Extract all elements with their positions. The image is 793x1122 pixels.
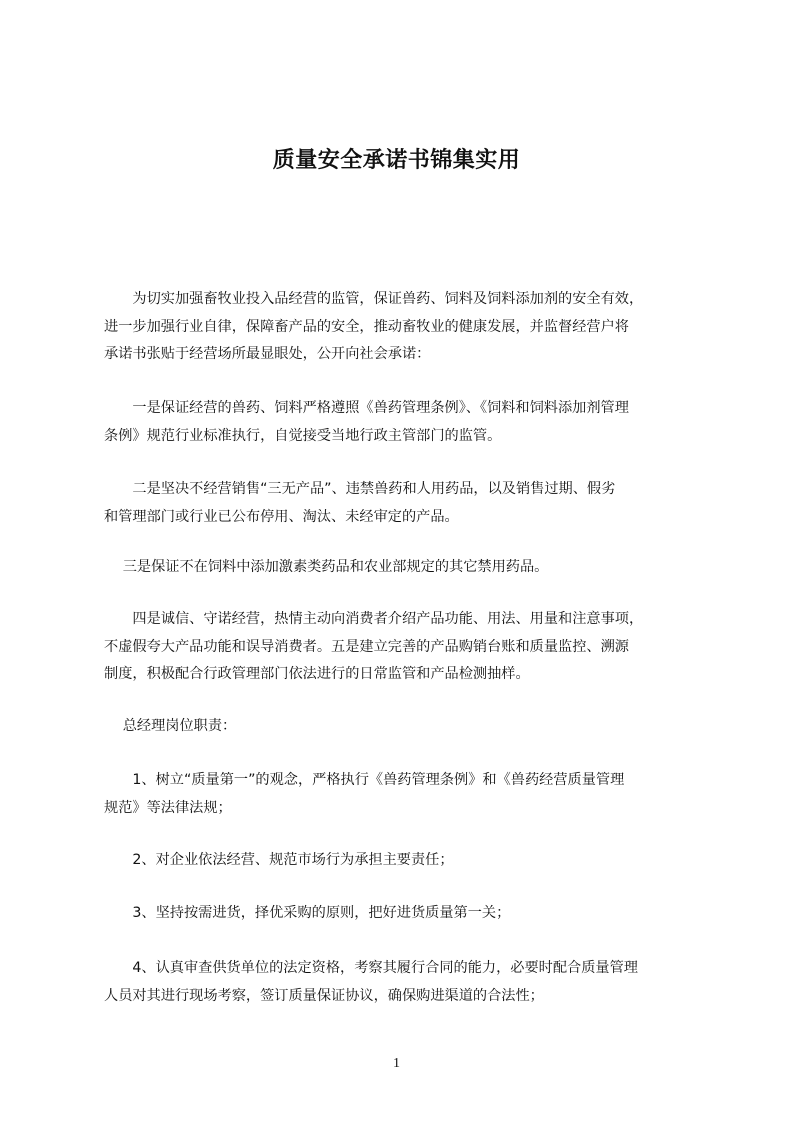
text-line: 人员对其进行现场考察，签订质量保证协议，确保购进渠道的合法性； bbox=[104, 987, 544, 1004]
text-line: 制度，积极配合行政管理部门依法进行的日常监管和产品检测抽样。 bbox=[104, 666, 530, 682]
text-line: 承诺书张贴于经营场所最显眼处，公开向社会承诺： bbox=[104, 346, 431, 362]
text-line: 不虚假夸大产品功能和误导消费者。五是建立完善的产品购销台账和质量监控、溯源 bbox=[104, 638, 629, 655]
text-line: 2、对企业依法经营、规范市场行为承担主要责任； bbox=[104, 852, 454, 868]
text-line: 4、认真审查供货单位的法定资格，考察其履行合同的能力，必要时配合质量管理 bbox=[104, 960, 638, 976]
text-line: 1、树立“质量第一”的观念，严格执行《兽药管理条例》和《兽药经营质量管理 bbox=[104, 772, 625, 788]
paragraph-commitment-3 bbox=[104, 554, 714, 582]
text-line: 规范》等法律法规； bbox=[104, 799, 232, 816]
text-line: 三是保证不在饲料中添加激素类药品和农业部规定的其它禁用药品。 bbox=[104, 559, 549, 575]
paragraph-intro bbox=[104, 286, 714, 369]
paragraph-section-heading bbox=[104, 713, 714, 741]
text-line: 总经理岗位职责： bbox=[104, 718, 237, 734]
text-line: 3、坚持按需进货，择优采购的原则，把好进货质量第一关； bbox=[104, 905, 511, 921]
document-title: 质量安全承诺书锦集实用 bbox=[272, 148, 521, 173]
text-line: 为切实加强畜牧业投入品经营的监管，保证兽药、饲料及饲料添加剂的安全有效， bbox=[104, 291, 644, 307]
paragraph-duty-2 bbox=[104, 847, 714, 875]
paragraph-duty-4 bbox=[104, 955, 714, 1010]
text-line: 一是保证经营的兽药、饲料严格遵照《兽药管理条例》、《饲料和饲料添加剂管理 bbox=[104, 400, 629, 416]
text-line: 进一步加强行业自律，保障畜产品的安全，推动畜牧业的健康发展，并监督经营户将 bbox=[104, 318, 629, 335]
paragraph-commitment-1 bbox=[104, 395, 714, 450]
text-line: 和管理部门或行业已公布停用、淘汰、未经审定的产品。 bbox=[104, 508, 459, 525]
text-line: 二是坚决不经营销售“三无产品”、违禁兽药和人用药品，以及销售过期、假劣 bbox=[104, 481, 616, 497]
paragraph-commitment-2 bbox=[104, 476, 714, 531]
text-line: 条例》规范行业标准执行，自觉接受当地行政主管部门的监管。 bbox=[104, 427, 502, 444]
paragraph-duty-1 bbox=[104, 767, 714, 822]
paragraph-duty-3 bbox=[104, 900, 714, 928]
text-line: 四是诚信、守诺经营，热情主动向消费者介绍产品功能、用法、用量和注意事项， bbox=[104, 611, 644, 627]
paragraph-commitment-4-5 bbox=[104, 606, 714, 689]
page-number: 1 bbox=[393, 1056, 400, 1071]
